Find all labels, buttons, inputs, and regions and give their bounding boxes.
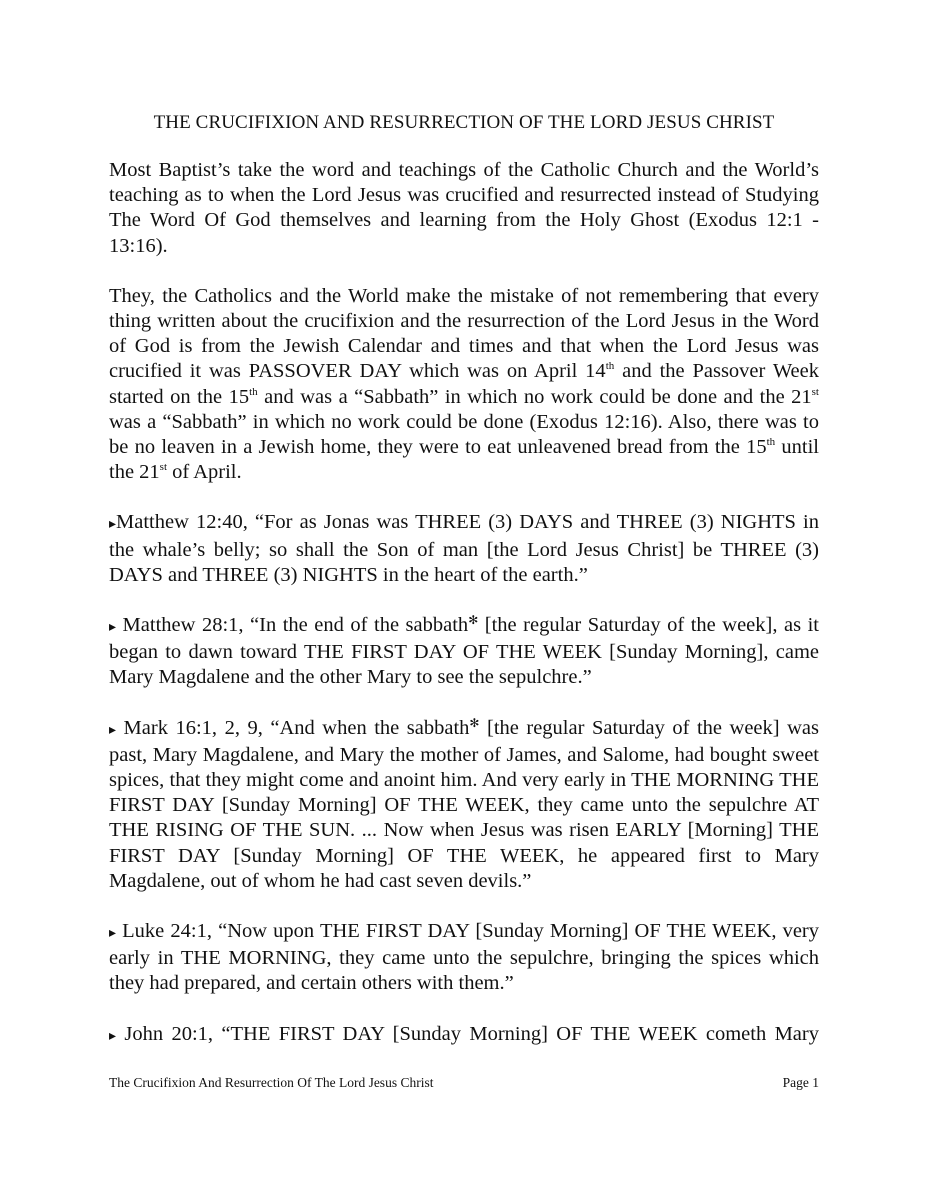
paragraph-john-20-1: ▸ John 20:1, “THE FIRST DAY [Sunday Morning] OF THE WEEK cometh Mary xyxy=(109,1022,819,1045)
bullet-arrow-icon: ▸ xyxy=(109,517,117,533)
paragraph-intro: Most Baptist’s take the word and teachings of the Catholic Church and the World’s teaching as to when the Lord Jesus was crucified and resurrected instead of Studying The Word Of God themselves and learning from the Holy Ghost (Exodus 12:1 - 13:16). xyxy=(109,159,819,257)
bullet-arrow-icon: ▸ xyxy=(109,1028,117,1044)
paragraph-matthew-28-1: ▸ Matthew 28:1, “In the end of the sabbath✻ [the regular Saturday of the week], as it began to dawn toward THE FIRST DAY OF THE WEEK [Sunday Morning], came Mary Magdalene and the other Mary to see the sepulchre.” xyxy=(109,612,819,689)
bullet-arrow-icon: ▸ xyxy=(109,722,117,738)
paragraph-luke-24-1: ▸ Luke 24:1, “Now upon THE FIRST DAY [Sunday Morning] OF THE WEEK, very early in THE MORNING, they came unto the sepulchre, bringing the spices which they had prepared, and certain others with them.” xyxy=(109,920,819,995)
asterisk-mark: ✻ xyxy=(468,612,479,627)
asterisk-mark: ✻ xyxy=(469,715,480,730)
document-body xyxy=(109,158,819,1074)
footer-page-number: Page 1 xyxy=(782,1075,819,1090)
footer-document-title: The Crucifixion And Resurrection Of The Lord Jesus Christ xyxy=(109,1075,434,1090)
page-footer xyxy=(109,1075,819,1091)
paragraph-jewish-calendar: They, the Catholics and the World make the mistake of not remembering that every thing written about the crucifixion and the resurrection of the Lord Jesus in the Word of God is from the Jewish Calendar and times and that when the Lord Jesus was crucified it was PASSOVER DAY which was on April 14th and the Passover Week started on the 15th and was a “Sabbath” in which no work could be done and the 21st was a “Sabbath” in which no work could be done (Exodus 12:16). Also, there was to be no leaven in a Jewish home, they were to eat unleavened bread from the 15th until the 21st of April. xyxy=(109,284,820,484)
bullet-arrow-icon: ▸ xyxy=(109,926,117,942)
paragraph-matthew-12-40: ▸Matthew 12:40, “For as Jonas was THREE (3) DAYS and THREE (3) NIGHTS in the whale’s belly; so shall the Son of man [the Lord Jesus Christ] be THREE (3) DAYS and THREE (3) NIGHTS in the heart of the earth.” xyxy=(109,511,819,586)
bullet-arrow-icon: ▸ xyxy=(109,620,117,636)
paragraph-mark-16: ▸ Mark 16:1, 2, 9, “And when the sabbath✻ [the regular Saturday of the week] was past, Mary Magdalene, and Mary the mother of James, and Salome, had bought sweet spices, that they might come and anoint him. And very early in THE MORNING THE FIRST DAY [Sunday Morning] OF THE WEEK, they came unto the sepulchre AT THE RISING OF THE SUN. ... Now when Jesus was risen EARLY [Morning] THE FIRST DAY [Sunday Morning] OF THE WEEK, he appeared first to Mary Magdalene, out of whom he had cast seven devils.” xyxy=(109,715,819,892)
document-title: THE CRUCIFIXION AND RESURRECTION OF THE LORD JESUS CHRIST xyxy=(153,112,775,133)
